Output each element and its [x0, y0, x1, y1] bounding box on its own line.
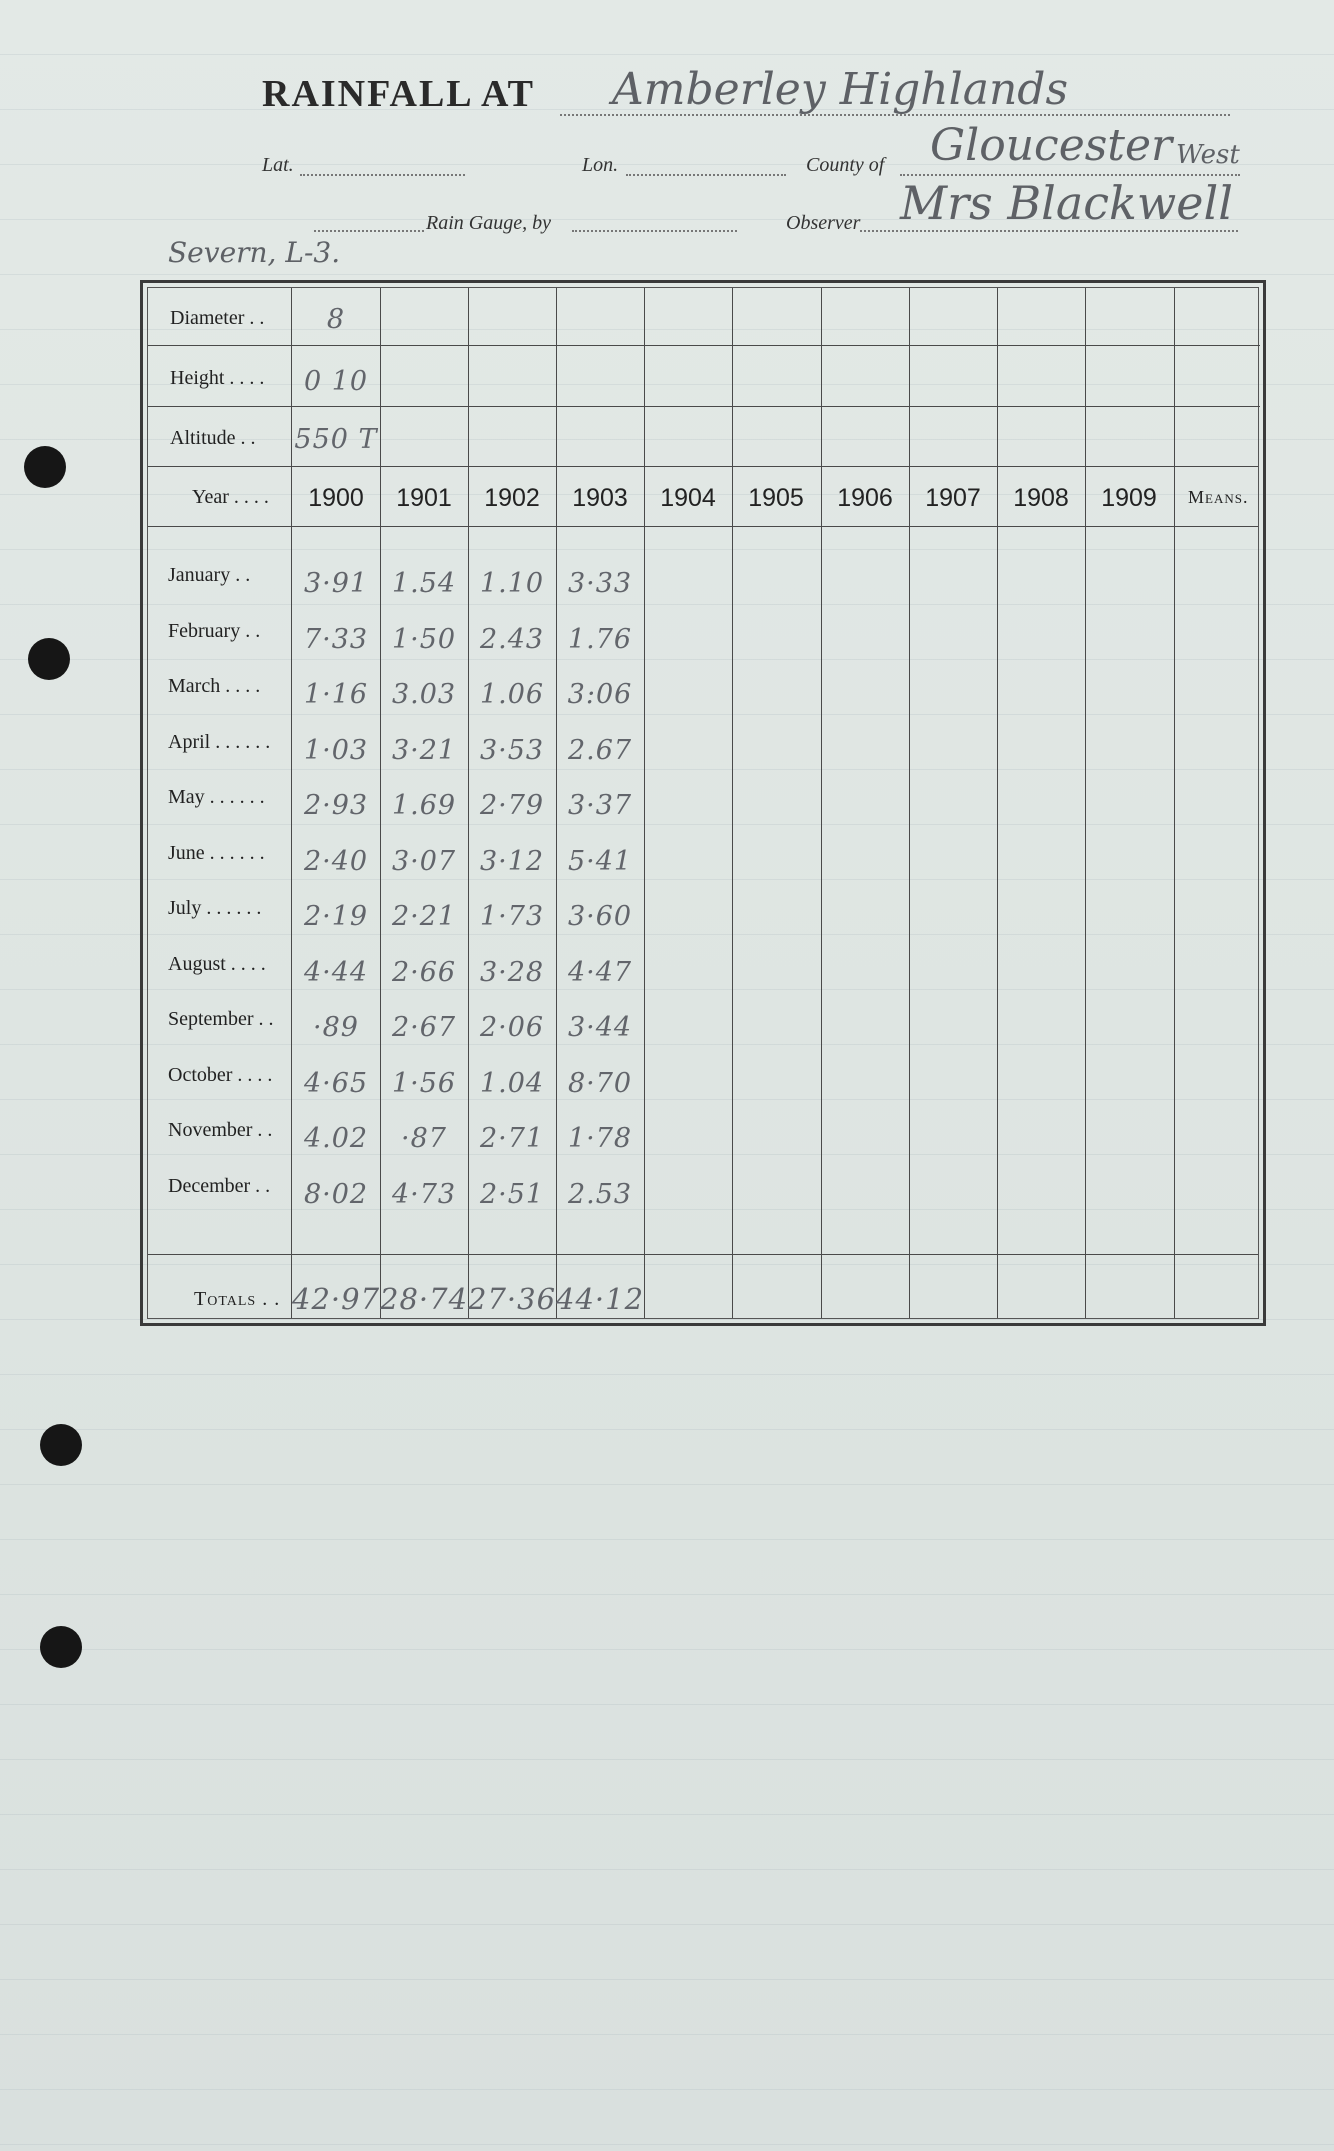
year-1901: 1901 [396, 484, 452, 512]
rainfall-value: 2·51 [479, 1179, 545, 1210]
rainfall-value: 4.02 [303, 1123, 369, 1154]
rainfall-value: 4·47 [567, 957, 633, 988]
month-label: November . . [168, 1119, 273, 1141]
rainfall-value: 3·44 [567, 1012, 633, 1043]
year-1909: 1909 [1101, 484, 1157, 512]
rainfall-value: 1.76 [567, 624, 633, 655]
place-name: Amberley Highlands [612, 64, 1069, 115]
rainfall-value: 1.10 [479, 568, 545, 599]
rainfall-value: 2·79 [479, 790, 545, 821]
rainfall-value: 3·60 [567, 901, 633, 932]
rainfall-value: 2.53 [567, 1179, 633, 1210]
rainfall-value: 3·37 [567, 790, 633, 821]
county-name: Gloucester [930, 120, 1173, 171]
year-1902: 1902 [484, 484, 540, 512]
rainfall-value: 3·28 [479, 957, 545, 988]
rainfall-value: 3:06 [567, 679, 633, 710]
county-suffix: West [1176, 140, 1240, 170]
observer-name: Mrs Blackwell [900, 176, 1233, 230]
lat-label: Lat. [262, 154, 294, 176]
district-note: Severn, L-3. [168, 236, 341, 269]
year-1903: 1903 [572, 484, 628, 512]
month-label: March . . . . [168, 675, 261, 697]
year-label: Year . . . . [192, 486, 269, 508]
rainfall-value: 1·73 [479, 901, 545, 932]
year-1907: 1907 [925, 484, 981, 512]
table-frame [147, 287, 1259, 1319]
rainfall-value: 2.67 [567, 735, 633, 766]
rainfall-value: 3·07 [391, 846, 457, 877]
month-label: June . . . . . . [168, 842, 265, 864]
month-label: September . . [168, 1008, 274, 1030]
col-line [1174, 288, 1175, 1318]
rainfall-value: 3·53 [479, 735, 545, 766]
county-label: County of [806, 154, 885, 176]
rainfall-value: 4·65 [303, 1068, 369, 1099]
lon-label: Lon. [582, 154, 619, 176]
rainfall-value: 3·21 [391, 735, 457, 766]
rainfall-value: 1.04 [479, 1068, 545, 1099]
month-label: July . . . . . . [168, 897, 262, 919]
rainfall-value: 4·73 [391, 1179, 457, 1210]
altitude-value: 550 T [294, 424, 378, 455]
rainfall-value: 2·21 [391, 901, 457, 932]
rainfall-value: 8·70 [567, 1068, 633, 1099]
punch-hole [28, 638, 70, 680]
rainfall-value: 1.54 [391, 568, 457, 599]
col-line [909, 288, 910, 1318]
rainfall-value: 1·03 [303, 735, 369, 766]
month-label: May . . . . . . [168, 786, 265, 808]
height-value: 0 10 [303, 366, 369, 397]
total-1901: 28·74 [380, 1282, 469, 1316]
month-label: April . . . . . . [168, 731, 271, 753]
gauge-label: Rain Gauge, by [426, 212, 551, 234]
row-line [148, 526, 1258, 527]
col-line [644, 288, 645, 1318]
rainfall-value: 2.43 [479, 624, 545, 655]
rainfall-value: 2·40 [303, 846, 369, 877]
month-label: December . . [168, 1175, 271, 1197]
page-title: RAINFALL AT [262, 73, 535, 115]
month-label: February . . [168, 620, 261, 642]
lon-line [626, 174, 786, 176]
punch-hole [24, 446, 66, 488]
rainfall-value: 1·78 [567, 1123, 633, 1154]
total-1903: 44·12 [556, 1282, 645, 1316]
year-1906: 1906 [837, 484, 893, 512]
rainfall-table [140, 280, 1266, 1326]
row-line [148, 466, 1258, 467]
punch-hole [40, 1424, 82, 1466]
rainfall-value: 3·91 [303, 568, 369, 599]
rainfall-value: ·89 [313, 1012, 359, 1043]
rainfall-value: 8·02 [303, 1179, 369, 1210]
means-header: Means. [1188, 487, 1249, 507]
diameter-value: 8 [326, 304, 346, 335]
punch-hole [40, 1626, 82, 1668]
col-line [997, 288, 998, 1318]
rainfall-value: 2·06 [479, 1012, 545, 1043]
rainfall-value: 2·93 [303, 790, 369, 821]
total-1902: 27·36 [468, 1282, 557, 1316]
observer-line [860, 230, 1238, 232]
row-line [148, 1254, 1258, 1255]
rainfall-value: 3·33 [567, 568, 633, 599]
gauge-line [572, 230, 737, 232]
diameter-label: Diameter . . [170, 307, 265, 329]
col-line [821, 288, 822, 1318]
rainfall-value: 2·19 [303, 901, 369, 932]
col-line [1085, 288, 1086, 1318]
rainfall-value: 3.03 [391, 679, 457, 710]
rainfall-value: 7·33 [303, 624, 369, 655]
observer-label: Observer [786, 212, 861, 234]
rainfall-value: 1·50 [391, 624, 457, 655]
rainfall-value: 1.06 [479, 679, 545, 710]
rainfall-value: 4·44 [303, 957, 369, 988]
month-label: January . . [168, 564, 251, 586]
lat-line [300, 174, 465, 176]
height-label: Height . . . . [170, 367, 265, 389]
rainfall-value: ·87 [401, 1123, 447, 1154]
altitude-label: Altitude . . [170, 427, 256, 449]
year-1905: 1905 [748, 484, 804, 512]
year-1908: 1908 [1013, 484, 1069, 512]
rainfall-value: 1·56 [391, 1068, 457, 1099]
rainfall-value: 1·16 [303, 679, 369, 710]
gauge-lead-line [314, 230, 424, 232]
row-line [148, 406, 1260, 407]
year-1904: 1904 [660, 484, 716, 512]
rainfall-value: 2·66 [391, 957, 457, 988]
month-label: October . . . . [168, 1064, 273, 1086]
rainfall-value: 1.69 [391, 790, 457, 821]
rainfall-value: 3·12 [479, 846, 545, 877]
rainfall-value: 5·41 [567, 846, 633, 877]
col-line [732, 288, 733, 1318]
rainfall-value: 2·71 [479, 1123, 545, 1154]
rainfall-value: 2·67 [391, 1012, 457, 1043]
total-1900: 42·97 [292, 1282, 381, 1316]
row-line [148, 345, 1260, 346]
totals-label: Totals . . [194, 1288, 281, 1310]
year-1900: 1900 [308, 484, 364, 512]
month-label: August . . . . [168, 953, 266, 975]
